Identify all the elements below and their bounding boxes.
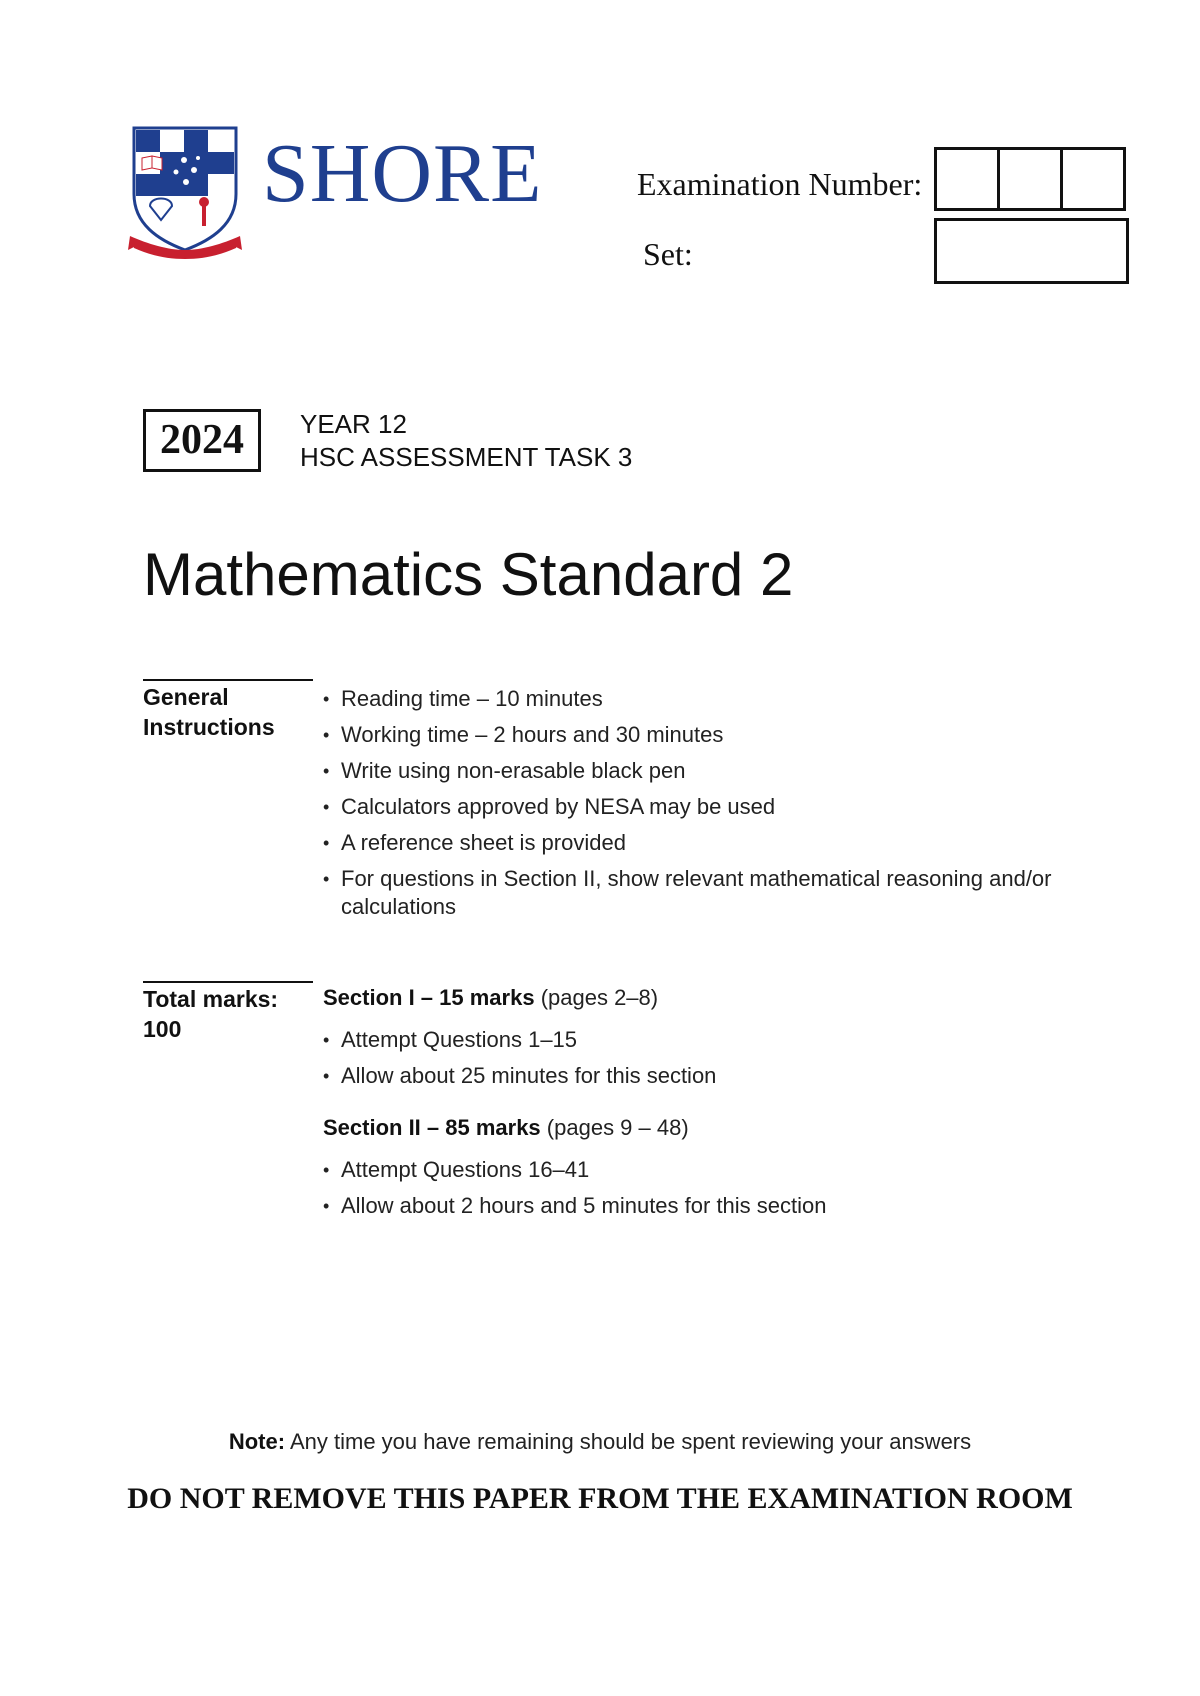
divider [143,981,313,983]
note-text: Any time you have remaining should be spent reviewing your answers [289,1429,972,1454]
note [0,1428,1200,1456]
total-marks-label-text: Total marks: [143,986,279,1012]
divider [143,679,313,681]
set-label: Set: [643,236,693,272]
exam-number-digit-box[interactable] [997,147,1063,211]
list-item: • For questions in Section II, show relevant mathematical reasoning and/or calculations [323,865,1101,921]
general-instructions-label-line: General [143,684,229,710]
section-2-pages: (pages 9 – 48) [546,1115,689,1140]
school-wordmark: SHORE [262,127,543,220]
set-box[interactable] [934,218,1129,284]
year-badge: 2024 [143,409,261,472]
section-1-heading [323,984,658,1012]
subject-title: Mathematics Standard 2 [143,541,794,608]
section-1-list [323,1026,716,1098]
list-item: • Working time – 2 hours and 30 minutes [323,721,1103,749]
exam-number-label: Examination Number: [637,166,923,202]
list-item: • Allow about 25 minutes for this section [323,1062,716,1090]
list-item: • A reference sheet is provided [323,829,1103,857]
school-crest-logo [128,124,242,260]
exam-number-digit-box[interactable] [1060,147,1126,211]
general-instructions-label-line: Instructions [143,714,275,740]
list-item: • Write using non-erasable black pen [323,757,1103,785]
total-marks-label [143,984,278,1044]
section-2-list [323,1156,827,1228]
total-marks-value: 100 [143,1016,182,1042]
section-2-title: Section II – 85 marks [323,1115,541,1140]
list-item: • Reading time – 10 minutes [323,685,1103,713]
general-instructions-list [323,685,1103,929]
list-item: • Attempt Questions 16–41 [323,1156,827,1184]
section-1-pages: (pages 2–8) [540,985,659,1010]
general-instructions-label [143,682,275,742]
exam-room-warning: DO NOT REMOVE THIS PAPER FROM THE EXAMINATION ROOM [127,1482,1073,1515]
note-label: Note: [228,1429,286,1454]
section-2-heading [323,1114,689,1142]
section-1-title: Section I – 15 marks [323,985,535,1010]
list-item: • Attempt Questions 1–15 [323,1026,716,1054]
list-item: • Calculators approved by NESA may be used [323,793,1103,821]
list-item: • Allow about 2 hours and 5 minutes for this section [323,1192,827,1220]
assessment-task: HSC ASSESSMENT TASK 3 [300,442,633,472]
exam-number-digit-box[interactable] [934,147,1000,211]
year-level: YEAR 12 [300,409,407,439]
